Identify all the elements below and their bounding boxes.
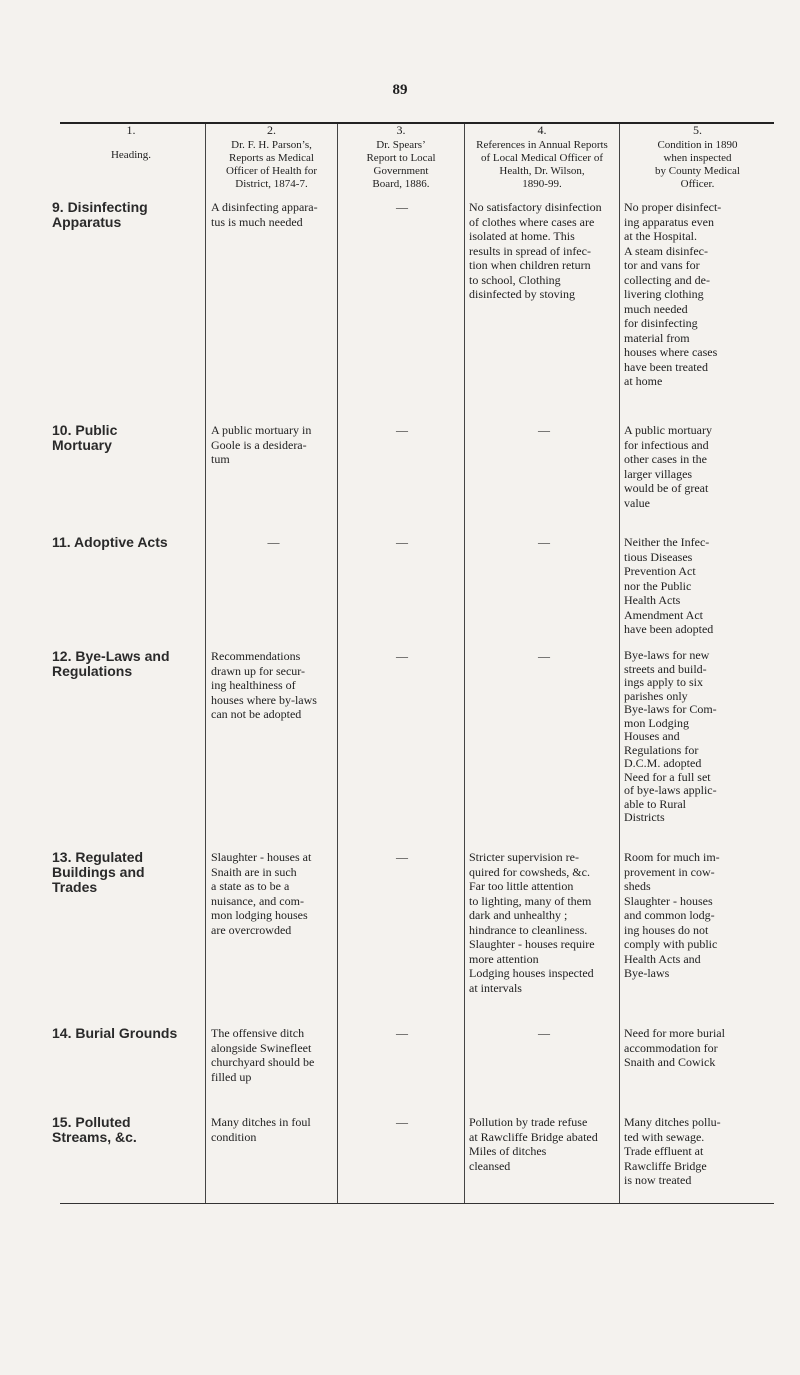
cell-wilson-reports: Stricter supervision re- quired for cowsheds, &c. Far too little attention to lighting, many of them dark and unhealthy ; hindrance to cleanliness. Slaughter - houses require more attention Lodging houses inspected at intervals bbox=[469, 850, 595, 995]
cell-parson-report: Slaughter - houses at Snaith are in such a state as to be a nuisance, and com- mon lodging houses are overcrowded bbox=[211, 850, 312, 937]
cell-condition-1890: A public mortuary for infectious and other cases in the larger villages would be of great value bbox=[624, 423, 712, 510]
cell-parson-report: The offensive ditch alongside Swinefleet churchyard should be filled up bbox=[211, 1026, 315, 1084]
column-number: 5. bbox=[693, 123, 702, 137]
cell-condition-1890: Many ditches pollu- ted with sewage. Trade effluent at Rawcliffe Bridge is now treated bbox=[624, 1115, 721, 1187]
cell-parson-report: Many ditches in foul condition bbox=[211, 1115, 311, 1144]
row-heading: 13. Regulated Buildings and Trades bbox=[52, 849, 145, 895]
cell-condition-1890: Need for more burial accommodation for Snaith and Cowick bbox=[624, 1026, 725, 1069]
column-number: 1. bbox=[126, 123, 136, 137]
column-divider bbox=[205, 124, 206, 1203]
column-divider bbox=[619, 124, 620, 1203]
column-header-1 bbox=[60, 124, 202, 162]
cell-condition-1890: Neither the Infec- tious Diseases Prevention Act nor the Public Health Acts Amendment Act have been adopted bbox=[624, 535, 714, 636]
row-heading: 9. Disinfecting Apparatus bbox=[52, 199, 148, 230]
cell-condition-1890: Room for much im- provement in cow- sheds Slaughter - houses and common lodg- ing houses do not comply with public Health Acts and Bye-laws bbox=[624, 850, 720, 980]
cell-condition-1890: Bye-laws for new streets and build- ings apply to six parishes only Bye-laws for Com- mon Lodging Houses and Regulations for D.C.M. adopted Need for a full set of bye-laws applic- able to Rural Districts bbox=[624, 648, 717, 824]
column-header-4 bbox=[465, 124, 619, 191]
cell-spears-report: — bbox=[396, 1026, 408, 1040]
row-heading: 11. Adoptive Acts bbox=[52, 534, 168, 550]
cell-spears-report: — bbox=[396, 200, 408, 214]
cell-wilson-reports: — bbox=[538, 423, 550, 437]
cell-wilson-reports: — bbox=[538, 649, 550, 663]
cell-parson-report: A disinfecting appara- tus is much needed bbox=[211, 200, 318, 229]
column-header-5 bbox=[620, 124, 775, 191]
cell-wilson-reports: No satisfactory disinfection of clothes where cases are isolated at home. This results in spread of infec- tion when children return to school, Clothing disinfected by stoving bbox=[469, 200, 602, 301]
cell-parson-report: Recommendations drawn up for secur- ing healthiness of houses where by-laws can not be adopted bbox=[211, 649, 317, 721]
cell-spears-report: — bbox=[396, 535, 408, 549]
cell-parson-report: — bbox=[267, 535, 280, 549]
column-number: 3. bbox=[396, 123, 406, 137]
column-number: 2. bbox=[267, 123, 276, 137]
cell-wilson-reports: — bbox=[538, 535, 550, 549]
page-number: 89 bbox=[392, 82, 408, 98]
cell-wilson-reports: — bbox=[538, 1026, 550, 1040]
table-bottom-rule bbox=[60, 1203, 774, 1204]
cell-wilson-reports: Pollution by trade refuse at Rawcliffe Bridge abated Miles of ditches cleansed bbox=[469, 1115, 598, 1173]
cell-spears-report: — bbox=[396, 423, 408, 437]
row-heading: 15. Polluted Streams, &c. bbox=[52, 1114, 137, 1145]
cell-spears-report: — bbox=[396, 1115, 408, 1129]
column-title: Heading. bbox=[110, 149, 151, 161]
column-title: Dr. F. H. Parson’s, Reports as Medical Officer of Health for District, 1874-7. bbox=[225, 139, 318, 190]
column-header-2 bbox=[206, 124, 337, 191]
cell-parson-report: A public mortuary in Goole is a desidera- tum bbox=[211, 423, 312, 466]
column-title: References in Annual Reports of Local Medical Officer of Health, Dr. Wilson, 1890-99. bbox=[476, 139, 608, 190]
cell-condition-1890: No proper disinfect- ing apparatus even at the Hospital. A steam disinfec- tor and vans for collecting and de- livering clothing much needed for disinfecting material from houses where cases have been treated at home bbox=[624, 200, 722, 388]
row-heading: 12. Bye-Laws and Regulations bbox=[52, 648, 170, 679]
column-divider bbox=[337, 124, 338, 1203]
row-heading: 14. Burial Grounds bbox=[52, 1025, 178, 1041]
row-heading: 10. Public Mortuary bbox=[52, 422, 118, 453]
column-title: Dr. Spears’ Report to Local Government Board, 1886. bbox=[366, 139, 436, 190]
column-divider bbox=[464, 124, 465, 1203]
cell-spears-report: — bbox=[396, 649, 408, 663]
cell-spears-report: — bbox=[396, 850, 408, 864]
column-header-3 bbox=[338, 124, 464, 191]
column-title: Condition in 1890 when inspected by County Medical Officer. bbox=[655, 139, 740, 190]
column-number: 4. bbox=[537, 123, 547, 137]
